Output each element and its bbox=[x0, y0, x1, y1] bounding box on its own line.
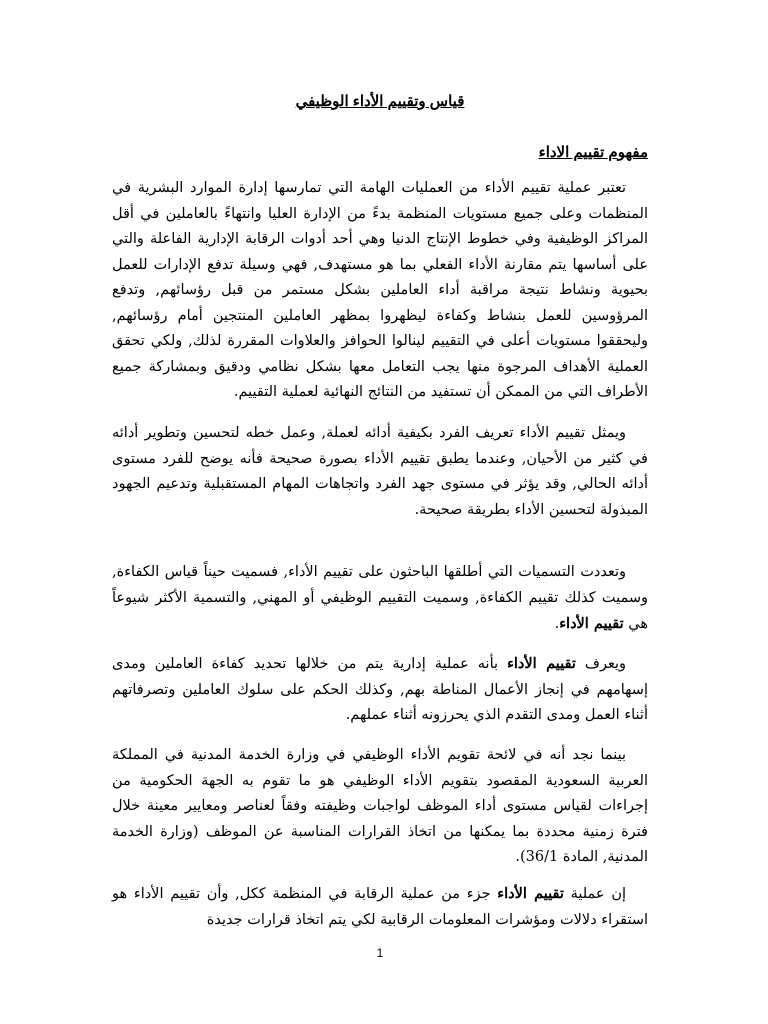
paragraph-control-process bbox=[112, 881, 648, 933]
section-heading: مفهوم تقييم الاداء bbox=[538, 144, 648, 161]
paragraph-individual-performance bbox=[112, 421, 648, 523]
paragraph-text: تعتبر عملية تقييم الأداء من العمليات الهامة التي تمارسها إدارة الموارد البشرية في المنظمات وعلى جميع مستويات المنظمة بدءً من الإدارة العليا وانتهاءً بالعاملين في أقل المراكز الوظيفية وفي خطوط الإنتاج الدنيا وهي أحد أدوات الرقابة الإدارية الفاعلة والتي على أساسها يتم مقارنة الأداء الفعلي بما هو مستهدف, فهي وسيلة تدفع الإدارات للعمل بحيوية ونشاط نتيجة مراقبة أداء العاملين بشكل مستمر من قبل رؤسائهم, وتدفع المرؤوسين للعمل بنشاط وكفاءة ليظهروا بمظهر العاملين المنتجين أمام رؤسائهم, وليحققوا مستويات أعلى في التقييم لينالوا الحوافز والعلاوات المقررة لذلك, ولكي تحقق العملية الأهداف المرجوة منها يجب التعامل معها بشكل نظامي ودقيق وبمشاركة جميع الأطراف التي من الممكن أن تستفيد من النتائج النهائية لعملية التقييم. bbox=[112, 180, 648, 400]
paragraph-text: وتعددت التسميات التي أطلقها الباحثون على تقييم الأداء, فسميت حيناً قياس الكفاءة, وسميت كذلك تقييم الكفاءة, وسميت التقييم الوظيفي أو المهني, والتسمية الأكثر شيوعاً هي bbox=[112, 564, 648, 632]
paragraph-civil-service-regulation bbox=[112, 743, 648, 871]
paragraph-text: ويمثل تقييم الأداء تعريف الفرد بكيفية أدائه لعملة, وعمل خطه لتحسين وتطوير أدائه في كثير من الأحيان, وعندما يطبق تقييم الأداء بصورة صحيحة فأنه يوضح للفرد مستوى أدائه الحالي, وقد يؤثر في مستوى جهد الفرد واتجاهات المهام المستقبلية وتدعيم الجهود المبذولة لتحسين الأداء بطريقة صحيحة. bbox=[112, 425, 648, 518]
document-title: قياس وتقييم الأداء الوظيفي bbox=[295, 93, 465, 110]
bold-term: تقييم الأداء bbox=[497, 885, 564, 902]
page-number: 1 bbox=[376, 946, 384, 960]
paragraph-text: جزء من عملية الرقابة في المنظمة ككل, وأن تقييم الأداء هو استقراء دلالات ومؤشرات المعلومات الرقابية لكي يتم اتخاذ قرارات جديدة bbox=[112, 886, 648, 928]
paragraph-definition bbox=[112, 176, 648, 406]
paragraph-text: ويعرف bbox=[575, 656, 626, 672]
paragraph-formal-definition bbox=[112, 651, 648, 729]
bold-term: تقييم الأداء bbox=[559, 615, 624, 632]
document-page bbox=[112, 0, 648, 1024]
bold-term: تقييم الأداء bbox=[507, 655, 576, 672]
paragraph-text: بينما نجد أنه في لائحة تقويم الأداء الوظيفي في وزارة الخدمة المدنية في المملكة العربية السعودية المقصود بتقويم الأداء الوظيفي هو ما تقوم به الجهة الحكومية من إجراءات لقياس مستوى أداء الموظف لواجبات وظيفته وفقاً لعناصر ومعايير معينة خلال فترة زمنية محددة بما يمكنها من اتخاذ القرارات المناسبة عن الموظف (وزارة الخدمة المدنية, المادة 36/1). bbox=[112, 747, 648, 865]
paragraph-text: بأنه عملية إدارية يتم من خلالها تحديد كفاءة العاملين ومدى إسهامهم في إنجاز الأعمال المناطة بهم, وكذلك الحكم على سلوك العاملين وتصرفاتهم أثناء العمل ومدى التقدم الذي يحرزونه أثناء عملهم. bbox=[112, 656, 648, 723]
paragraph-terminology bbox=[112, 560, 648, 638]
paragraph-text: إن عملية bbox=[563, 886, 627, 902]
paragraph-text: . bbox=[554, 616, 560, 632]
